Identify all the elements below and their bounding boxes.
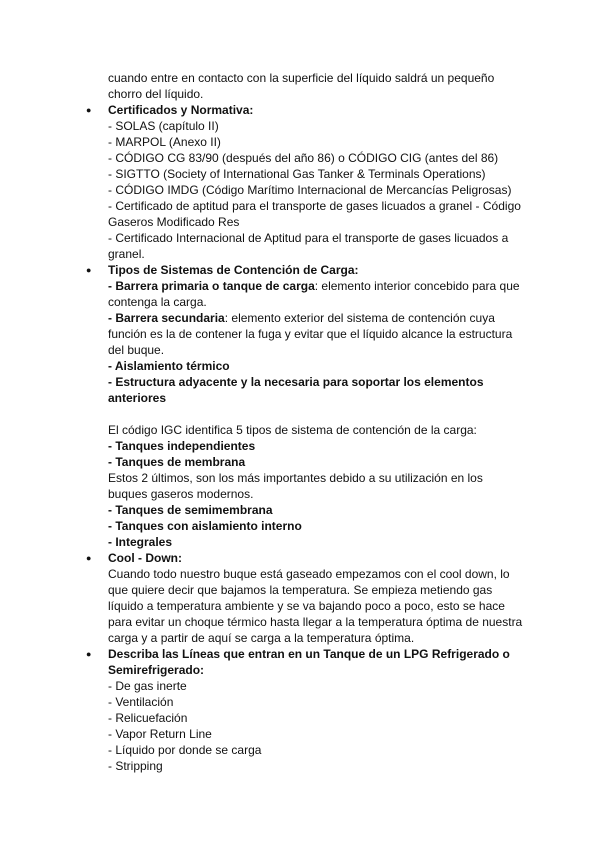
barrera-primaria-line xyxy=(108,278,528,294)
list-item: - Certificado Internacional de Aptitud para el transporte de gases licuados a xyxy=(108,231,509,245)
barrera-secundaria-label: - Barrera secundaria xyxy=(108,311,225,325)
list-item: - SOLAS (capítulo II) xyxy=(108,119,219,133)
tanques-membrana: - Tanques de membrana xyxy=(108,455,246,469)
tanques-semimembrana: - Tanques de semimembrana xyxy=(108,503,273,517)
list-item: - MARPOL (Anexo II) xyxy=(108,135,221,149)
section-heading-cooldown: ● Cool - Down: xyxy=(108,550,528,566)
paragraph-line: carga y a partir de aquí se carga a la temperatura óptima. xyxy=(108,631,415,645)
barrera-primaria-text: : elemento interior concebido para que xyxy=(314,279,520,293)
list-item: - CÓDIGO CG 83/90 (después del año 86) o CÓDIGO CIG (antes del 86) xyxy=(108,151,499,165)
igc-intro: El código IGC identifica 5 tipos de sistema de contención de la carga: xyxy=(108,423,477,437)
list-item: - Stripping xyxy=(108,759,163,773)
integrales: - Integrales xyxy=(108,535,173,549)
list-item: granel. xyxy=(108,247,145,261)
list-item: - De gas inerte xyxy=(108,679,187,693)
barrera-primaria-label: - Barrera primaria o tanque de carga xyxy=(108,279,315,293)
estructura-line-2: anteriores xyxy=(108,391,167,405)
barrera-secundaria-line xyxy=(108,310,528,326)
barrera-primaria-line-2: contenga la carga. xyxy=(108,295,207,309)
estos-line-1: Estos 2 últimos, son los más importantes debido a su utilización en los xyxy=(108,471,483,485)
intro-line-2: chorro del líquido. xyxy=(108,87,204,101)
estos-line-2: buques gaseros modernos. xyxy=(108,487,254,501)
paragraph-line: Cuando todo nuestro buque está gaseado empezamos con el cool down, lo xyxy=(108,567,510,581)
paragraph-line: líquido a temperatura ambiente y se va bajando poco a poco, esto se hace xyxy=(108,599,505,613)
intro-line-1: cuando entre en contacto con la superficie del líquido saldrá un pequeño xyxy=(108,71,495,85)
barrera-secundaria-line-2: función es la de contener la fuga y evitar que el líquido alcance la estructura xyxy=(108,327,513,341)
section-heading-lineas: ● Describa las Líneas que entran en un Tanque de un LPG Refrigerado o xyxy=(108,646,528,662)
list-item: - SIGTTO (Society of International Gas Tanker & Terminals Operations) xyxy=(108,167,486,181)
tanques-aislamiento-interno: - Tanques con aislamiento interno xyxy=(108,519,302,533)
list-item: - Ventilación xyxy=(108,695,174,709)
estructura-line-1: - Estructura adyacente y la necesaria para soportar los elementos xyxy=(108,375,484,389)
list-item: - Vapor Return Line xyxy=(108,727,212,741)
aislamiento-termico: - Aislamiento térmico xyxy=(108,359,230,373)
tanques-independientes: - Tanques independientes xyxy=(108,439,256,453)
list-item: - Certificado de aptitud para el transporte de gases licuados a granel - Código xyxy=(108,199,521,213)
list-item: - Relicuefación xyxy=(108,711,188,725)
barrera-secundaria-text: : elemento exterior del sistema de contención cuya xyxy=(224,311,495,325)
barrera-secundaria-line-3: del buque. xyxy=(108,343,165,357)
list-item: Gaseros Modificado Res xyxy=(108,215,240,229)
list-item: - CÓDIGO IMDG (Código Marítimo Internacional de Mercancías Peligrosas) xyxy=(108,183,512,197)
section-heading-certificados: ● Certificados y Normativa: xyxy=(108,102,528,118)
section-heading-lineas-cont: Semirefrigerado: xyxy=(108,663,205,677)
section-heading-contencion: ● Tipos de Sistemas de Contención de Carga: xyxy=(108,262,528,278)
paragraph-line: para evitar un choque térmico hasta llegar a la temperatura óptima de nuestra xyxy=(108,615,523,629)
paragraph-gap xyxy=(108,406,528,422)
paragraph-line: que quiere decir que bajamos la temperatura. Se empieza metiendo gas xyxy=(108,583,493,597)
list-item: - Líquido por donde se carga xyxy=(108,743,262,757)
document-body xyxy=(108,70,528,774)
